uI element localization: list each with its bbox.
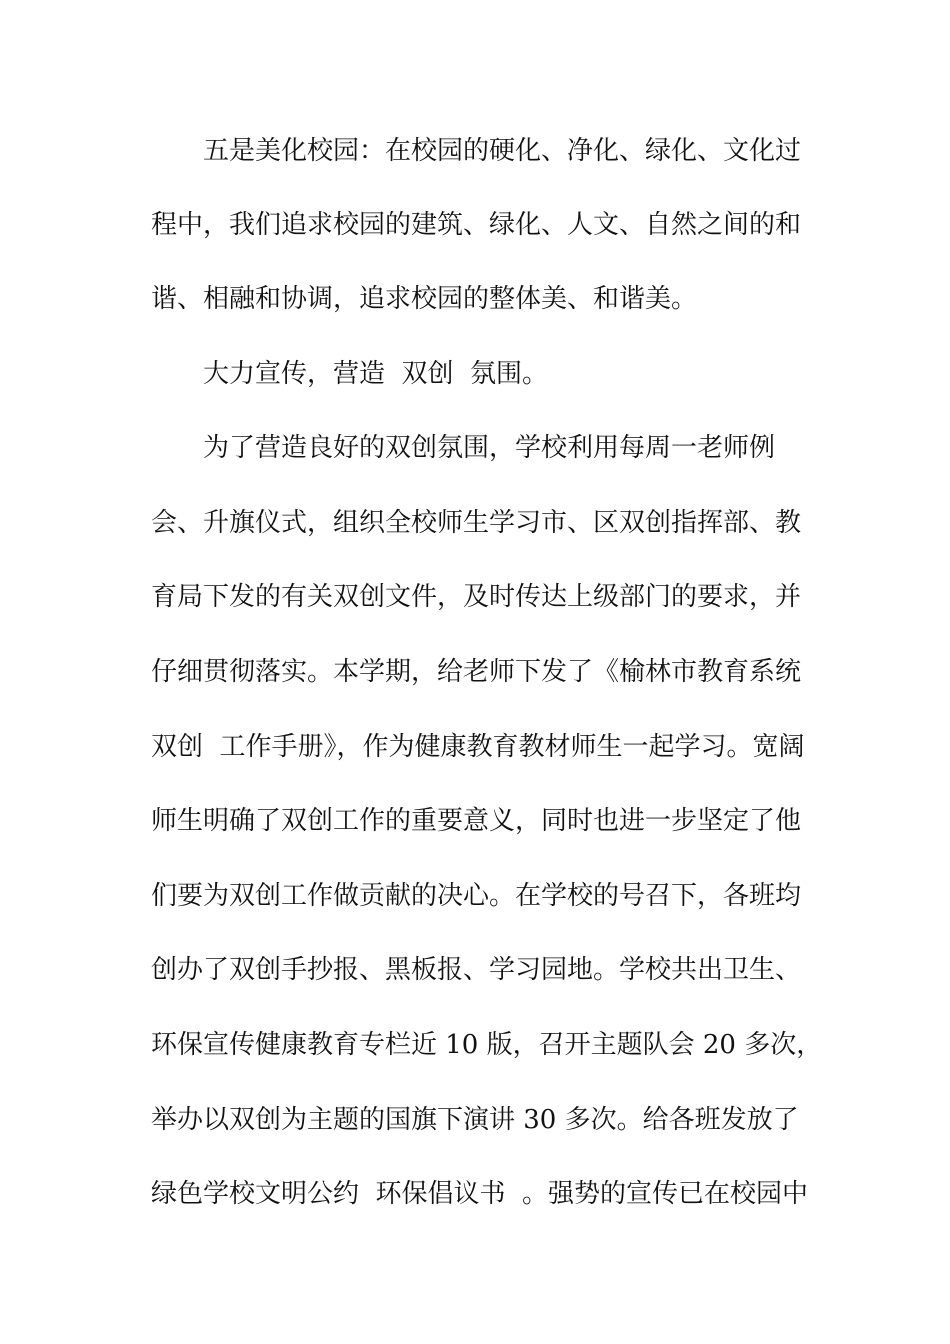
- paragraph-line: 双创 工作手册》，作为健康教育教材师生一起学习。宽阔: [151, 732, 805, 762]
- paragraph-line: 为了营造良好的双创氛围，学校利用每周一老师例: [203, 433, 776, 463]
- section-heading: 大力宣传，营造 双创 氛围。: [203, 359, 549, 389]
- paragraph-line: 会、升旗仪式，组织全校师生学习市、区双创指挥部、教: [151, 508, 802, 538]
- paragraph-line: 举办以双创为主题的国旗下演讲 30 多次。给各班发放了: [151, 1105, 799, 1135]
- paragraph-line: 仔细贯彻落实。本学期，给老师下发了《榆林市教育系统: [151, 657, 802, 687]
- paragraph-line: 环保宣传健康教育专栏近 10 版，召开主题队会 20 多次，: [151, 1030, 823, 1060]
- paragraph-line: 们要为双创工作做贡献的决心。在学校的号召下，各班均: [151, 881, 802, 911]
- paragraph-line: 育局下发的有关双创文件，及时传达上级部门的要求，并: [151, 582, 802, 612]
- paragraph-line: 五是美化校园：在校园的硬化、净化、绿化、文化过: [203, 136, 802, 166]
- paragraph-line: 师生明确了双创工作的重要意义，同时也进一步坚定了他: [151, 806, 802, 836]
- paragraph-line: 绿色学校文明公约 环保倡议书 。强势的宣传已在校园中: [151, 1179, 809, 1209]
- paragraph-line: 谐、相融和协调，追求校园的整体美、和谐美。: [151, 284, 698, 314]
- paragraph-line: 程中，我们追求校园的建筑、绿化、人文、自然之间的和: [151, 210, 802, 240]
- paragraph-line: 创办了双创手抄报、黑板报、学习园地。学校共出卫生、: [151, 955, 802, 985]
